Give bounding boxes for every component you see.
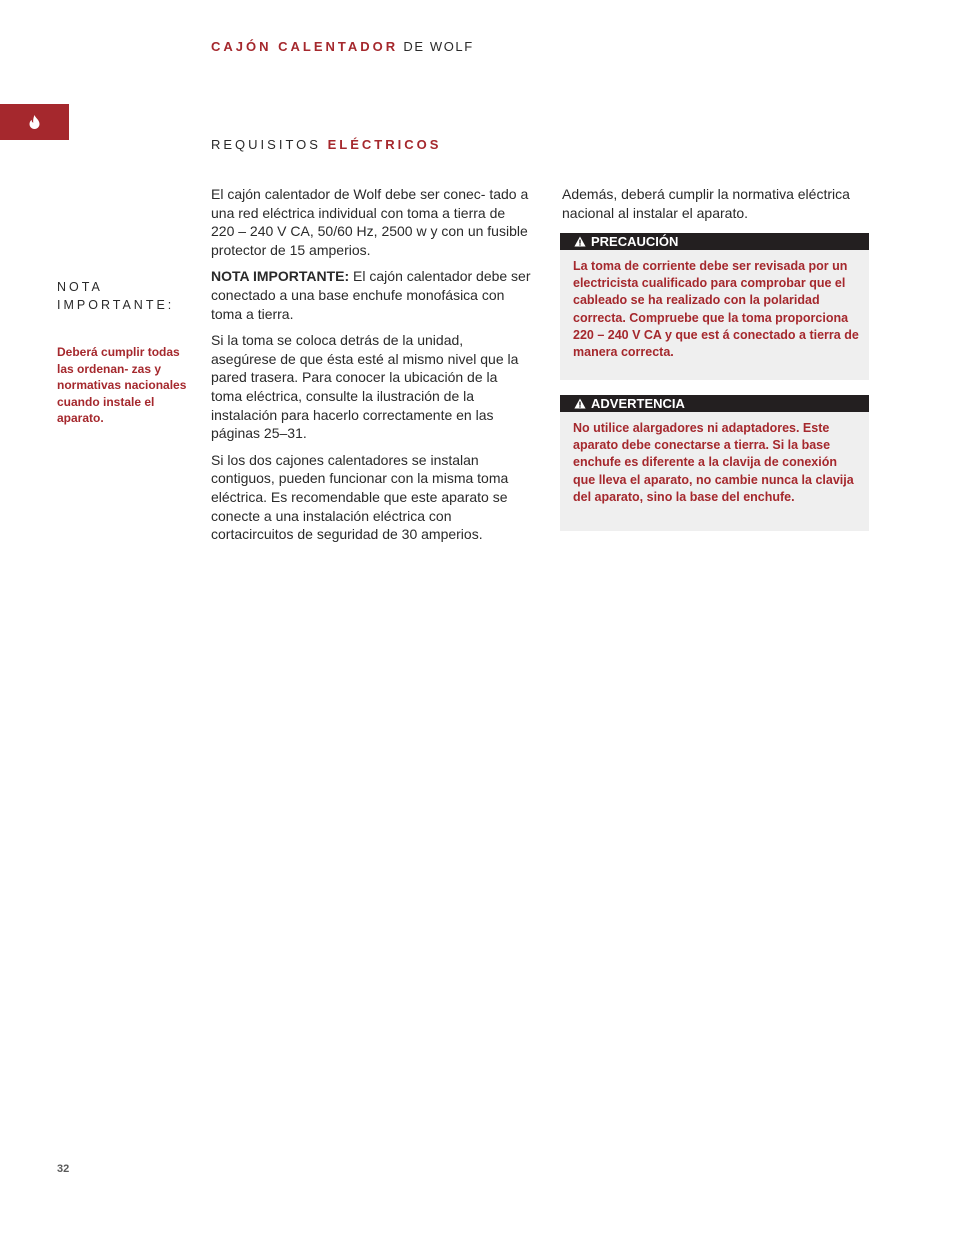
header-rest: DE WOLF [403, 39, 474, 54]
warning-triangle-icon [574, 236, 586, 247]
warning-triangle-icon [574, 398, 586, 409]
section-title [211, 137, 441, 152]
sidebar-label [57, 278, 174, 314]
intro-paragraph: Además, deberá cumplir la normativa eléctrica nacional al instalar el aparato. [562, 186, 850, 221]
flame-icon [29, 115, 40, 129]
caution-text: La toma de corriente debe ser revisada por un electricista cualificado para comprobar que el cableado se ha realizado con la polaridad correcta. Compruebe que la toma proporciona 220 – 240 V CA y que est á conectado a tierra de manera correcta. [573, 259, 859, 360]
running-header [211, 39, 474, 54]
warning-box [560, 395, 869, 531]
warning-header [560, 395, 869, 412]
paragraph-2-text: El cajón calentador debe ser conectado a una base enchufe monofásica con toma a tierra. [211, 268, 531, 322]
important-label: NOTA IMPORTANTE: [211, 268, 350, 285]
caution-title: PRECAUCIÓN [591, 234, 679, 249]
caution-header [560, 233, 869, 250]
warning-text: No utilice alargadores ni adaptadores. Este aparato debe conectarse a tierra. Si la base enchufe es diferente a la clavija de conexión que lleva el aparato, no cambie nunca la clavija del aparato, sino la base del enchufe. [573, 421, 854, 504]
header-brand: CAJÓN CALENTADOR [211, 39, 399, 54]
paragraph-2 [211, 267, 531, 323]
paragraph-4: Si los dos cajones calentadores se instalan contiguos, pueden funcionar con la misma toma eléctrica. Es recomendable que este aparato se conecte a una instalación eléctrica con cortacircuitos de seguridad de 30 amperios. [211, 451, 509, 543]
sidebar-note: Deberá cumplir todas las ordenan- zas y normativas nacionales cuando instale el aparato. [57, 345, 187, 425]
section-title-accent: ELÉCTRICOS [327, 137, 442, 152]
section-title-prefix: REQUISITOS [211, 137, 321, 152]
caution-box [560, 233, 869, 380]
paragraph-3: Si la toma se coloca detrás de la unidad, asegúrese de que ésta esté al mismo nivel que la pared trasera. Para conocer la ubicación de la toma eléctrica, consulte la ilustración de la instalación para hacerlo correctamente en las páginas 25–31. [211, 332, 519, 442]
page-number: 32 [57, 1163, 70, 1175]
paragraph-1: El cajón calentador de Wolf debe ser conec- tado a una red eléctrica individual con toma a tierra de 220 – 240 V CA, 50/60 Hz, 2500 w y con un fusible protector de 15 amperios. [211, 186, 529, 258]
section-tab [0, 104, 69, 140]
main-column [211, 185, 531, 552]
secondary-column [562, 185, 882, 222]
sidebar-label-line1: NOTA [57, 280, 103, 294]
sidebar-label-line2: IMPORTANTE: [57, 298, 175, 312]
warning-title: ADVERTENCIA [591, 396, 685, 411]
